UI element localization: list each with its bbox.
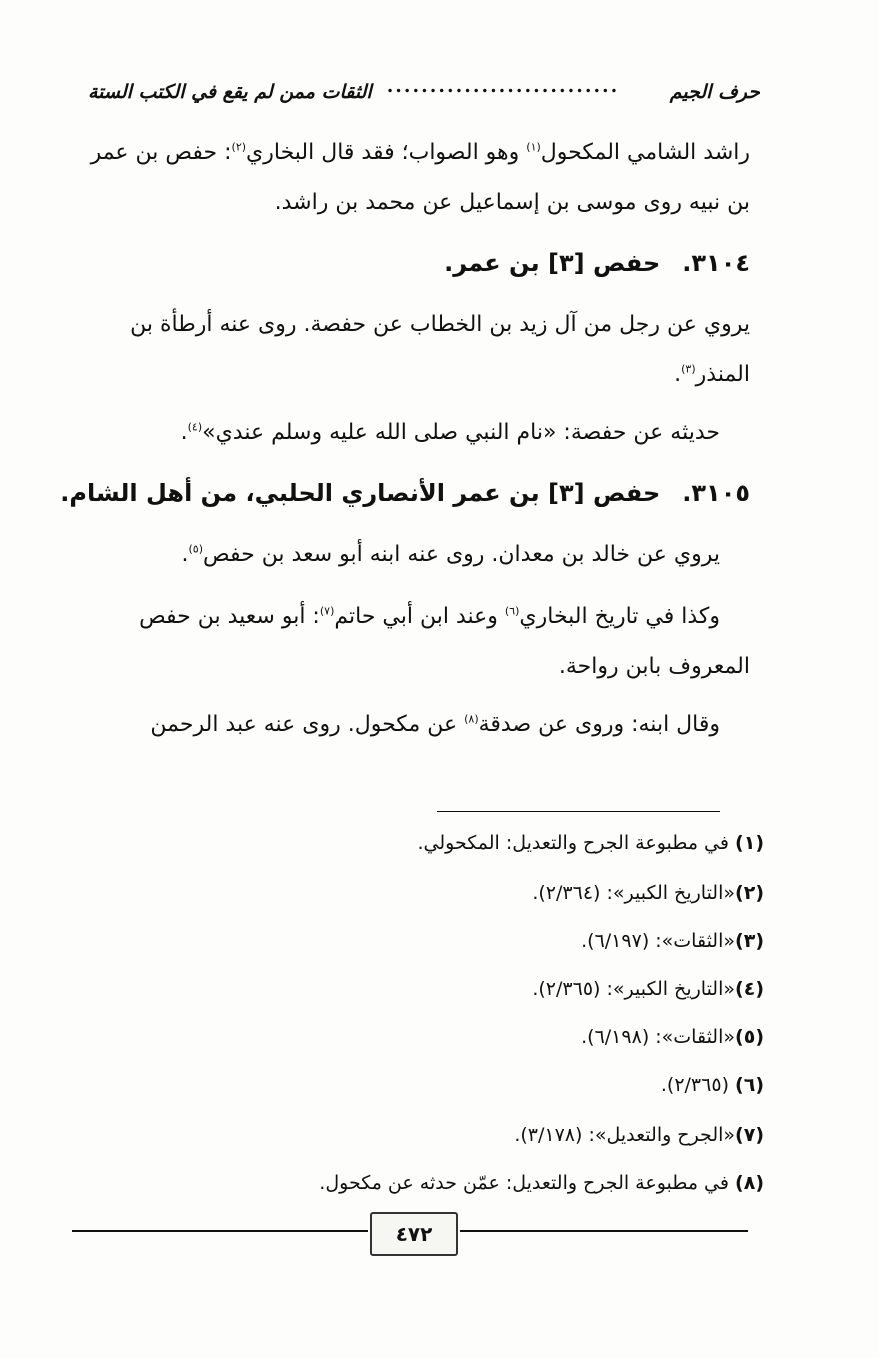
footnote-5: (٥)«الثقات»: (٦/١٩٨). bbox=[581, 1026, 764, 1048]
text-line: وقال ابنه: وروى عن صدقة$^{(٨)}$ عن مكحول. روى عنه عبد الرحمن bbox=[150, 712, 720, 737]
paragraph bbox=[74, 530, 750, 580]
footnote-8: (٨) في مطبوعة الجرح والتعديل: عمّن حدثه عن مكحول. bbox=[319, 1172, 764, 1194]
entry-number: ٣١٠٤. bbox=[682, 249, 750, 277]
footer-rule-right bbox=[460, 1230, 748, 1232]
text-line: المعروف بابن رواحة. bbox=[558, 654, 750, 679]
footnote-ref[interactable]: (٣) bbox=[681, 362, 696, 376]
footnote-ref[interactable]: (٧) bbox=[319, 604, 335, 618]
text-line: بن نبيه روى موسى بن إسماعيل عن محمد بن راشد. bbox=[274, 190, 750, 215]
entry-title: حفص [٣] بن عمر. bbox=[444, 249, 661, 277]
footnote-7: (٧)«الجرح والتعديل»: (٣/١٧٨). bbox=[514, 1124, 764, 1146]
footer-rule-left bbox=[72, 1230, 368, 1232]
text-line: يروي عن خالد بن معدان. روى عنه ابنه أبو سعد بن حفص$^{(٥)}$. bbox=[181, 542, 720, 567]
text-line: وكذا في تاريخ البخاري$^{(٦)}$ وعند ابن أبي حاتم$^{(٧)}$: أبو سعيد بن حفص bbox=[139, 604, 720, 629]
paragraph bbox=[74, 408, 750, 458]
footnote-ref[interactable]: (٦) bbox=[504, 604, 520, 618]
entry-heading-3105 bbox=[60, 470, 750, 516]
footnote-ref[interactable]: (١) bbox=[526, 140, 541, 154]
header-leader-dots: ........................... bbox=[386, 75, 620, 97]
footnote-ref[interactable]: (٤) bbox=[187, 420, 203, 434]
footnote-ref[interactable]: (٢) bbox=[231, 140, 247, 154]
footnote-separator bbox=[437, 811, 720, 812]
running-header bbox=[88, 74, 760, 110]
text-line: راشد الشامي المكحول$^{(١)}$ وهو الصواب؛ فقد قال البخاري$^{(٢)}$: حفص بن عمر bbox=[90, 140, 750, 165]
page-number: ٤٧٢ bbox=[370, 1212, 458, 1256]
entry-title: حفص [٣] بن عمر الأنصاري الحلبي، من أهل الشام. bbox=[60, 479, 661, 507]
text-line: حديثه عن حفصة: «نام النبي صلى الله عليه وسلم عندي»$^{(٤)}$. bbox=[180, 420, 720, 445]
footnote-6: (٦) (٢/٣٦٥). bbox=[660, 1074, 764, 1096]
paragraph bbox=[74, 300, 750, 400]
entry-heading-3104 bbox=[74, 240, 750, 286]
header-chapter-title: حرف الجيم bbox=[669, 81, 760, 103]
footnote-2: (٢)«التاريخ الكبير»: (٢/٣٦٤). bbox=[532, 882, 764, 904]
header-book-title: الثقات ممن لم يقع في الكتب الستة bbox=[88, 81, 372, 103]
entry-number: ٣١٠٥. bbox=[682, 479, 750, 507]
paragraph bbox=[74, 700, 750, 750]
footnote-4: (٤)«التاريخ الكبير»: (٢/٣٦٥). bbox=[532, 978, 764, 1000]
paragraph-continuation bbox=[74, 128, 750, 228]
footnote-ref[interactable]: (٨) bbox=[464, 712, 479, 726]
footnote-3: (٣)«الثقات»: (٦/١٩٧). bbox=[581, 930, 764, 952]
footnote-ref[interactable]: (٥) bbox=[188, 542, 204, 556]
paragraph bbox=[74, 592, 750, 692]
text-line: يروي عن رجل من آل زيد بن الخطاب عن حفصة. روى عنه أرطأة بن bbox=[130, 312, 750, 337]
text-line: المنذر$^{(٣)}$. bbox=[674, 362, 750, 387]
footnote-1: (١) في مطبوعة الجرح والتعديل: المكحولي. bbox=[417, 832, 764, 854]
